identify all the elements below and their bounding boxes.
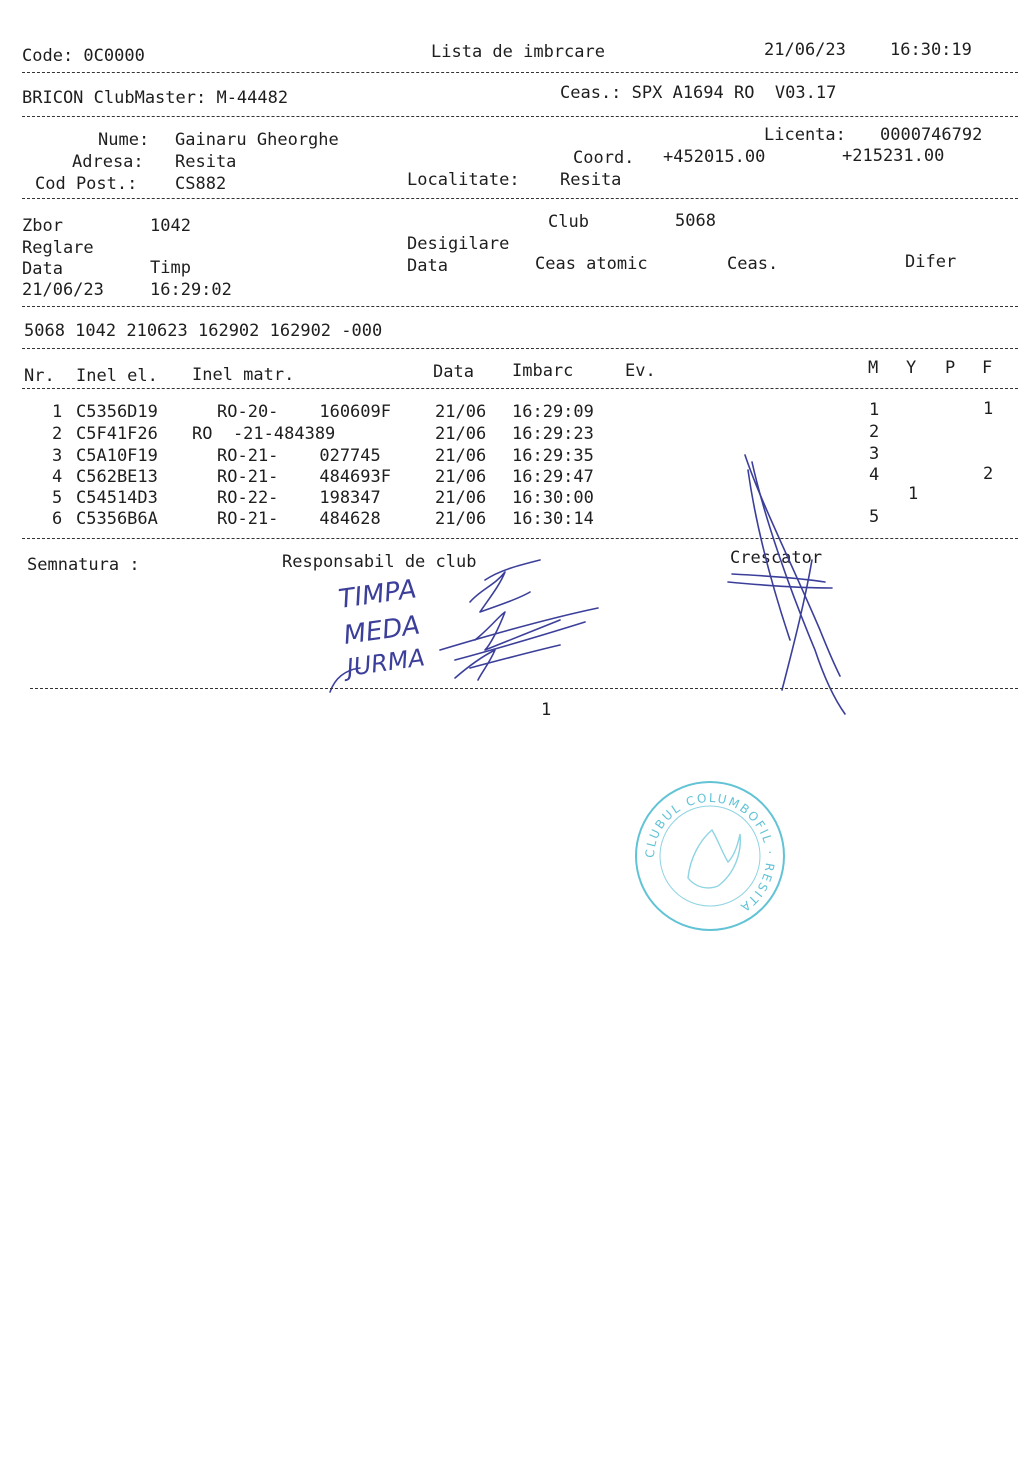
- row-inel-el: C5356D19: [76, 402, 158, 422]
- row-m: 2: [869, 422, 880, 442]
- row-time: 16:29:47: [512, 467, 594, 487]
- club-responsible-label: Responsabil de club: [282, 552, 477, 572]
- row-m: 1: [869, 400, 880, 420]
- breeder-label: Crescator: [730, 548, 823, 568]
- document-title: Lista de imbrcare: [431, 42, 605, 62]
- coord-latitude: +452015.00: [663, 147, 766, 167]
- row-date: 21/06: [435, 509, 487, 529]
- locality-label: Localitate:: [407, 170, 520, 190]
- coord-longitude: +215231.00: [842, 146, 945, 166]
- software-label: BRICON ClubMaster: M-44482: [22, 88, 289, 108]
- zbor-label: Zbor: [22, 216, 63, 236]
- row-date: 21/06: [435, 446, 487, 466]
- club-stamp: [630, 778, 790, 938]
- col-header-nr: Nr.: [24, 366, 55, 386]
- row-m: 4: [869, 465, 880, 485]
- col-header-inel-matr: Inel matr.: [192, 365, 295, 385]
- row-inel-matr: RO-21- 027745: [217, 446, 381, 466]
- divider: [30, 688, 1018, 689]
- row-inel-matr: RO-21- 484693F: [217, 467, 391, 487]
- summary-line: 5068 1042 210623 162902 162902 -000: [24, 321, 383, 341]
- row-nr: 6: [52, 509, 63, 529]
- row-date: 21/06: [435, 488, 487, 508]
- postcode-label: Cod Post.:: [35, 174, 138, 194]
- row-inel-el: C54514D3: [76, 488, 158, 508]
- row-inel-el: C5356B6A: [76, 509, 158, 529]
- handwritten-name: TIMPA: [336, 574, 419, 615]
- row-time: 16:29:35: [512, 446, 594, 466]
- col-header-inel-el: Inel el.: [76, 366, 158, 386]
- reglare-time: 16:29:02: [150, 280, 232, 300]
- row-f: 1: [983, 399, 994, 419]
- header-time: 16:30:19: [890, 40, 972, 60]
- header-date: 21/06/23: [764, 40, 846, 60]
- col-header-imbarc: Imbarc: [512, 361, 574, 381]
- col-header-data: Data: [433, 362, 474, 382]
- row-inel-matr: RO -21-484389: [192, 424, 336, 444]
- coord-label: Coord.: [573, 148, 635, 168]
- row-time: 16:29:09: [512, 402, 594, 422]
- license-label: Licenta:: [764, 125, 846, 145]
- club-number: 5068: [675, 211, 716, 231]
- data-label: Data: [22, 259, 63, 279]
- row-inel-matr: RO-22- 198347: [217, 488, 381, 508]
- row-date: 21/06: [435, 467, 487, 487]
- ceas-atomic-label: Ceas atomic: [535, 254, 648, 274]
- row-date: 21/06: [435, 424, 487, 444]
- row-inel-matr: RO-20- 160609F: [217, 402, 391, 422]
- col-header-p: P: [945, 358, 956, 378]
- ceas-label: Ceas.: [727, 254, 779, 274]
- row-nr: 1: [52, 402, 63, 422]
- row-inel-el: C562BE13: [76, 467, 158, 487]
- row-y: 1: [908, 484, 919, 504]
- locality: Resita: [560, 170, 622, 190]
- timp-label: Timp: [150, 258, 191, 278]
- owner-name-label: Nume:: [98, 130, 150, 150]
- reglare-label: Reglare: [22, 238, 94, 258]
- row-nr: 5: [52, 488, 63, 508]
- signature-label: Semnatura :: [27, 555, 140, 575]
- handwritten-name: MEDA: [341, 610, 422, 651]
- zbor-number: 1042: [150, 216, 191, 236]
- desigilare-data-label: Data: [407, 256, 448, 276]
- row-m: 5: [869, 507, 880, 527]
- row-m: 3: [869, 444, 880, 464]
- stamp-text: CLUBUL COLUMBOFIL · RESITA: [642, 790, 778, 916]
- row-time: 16:29:23: [512, 424, 594, 444]
- row-inel-el: C5F41F26: [76, 424, 158, 444]
- col-header-f: F: [982, 358, 993, 378]
- owner-address: Resita: [175, 152, 237, 172]
- desigilare-label: Desigilare: [407, 234, 510, 254]
- owner-name: Gainaru Gheorghe: [175, 130, 339, 150]
- clock-label: Ceas.: SPX A1694 RO V03.17: [560, 83, 837, 103]
- row-time: 16:30:00: [512, 488, 594, 508]
- license-number: 0000746792: [880, 125, 983, 145]
- postcode: CS882: [175, 174, 227, 194]
- reglare-date: 21/06/23: [22, 280, 104, 300]
- club-label: Club: [548, 212, 589, 232]
- row-nr: 4: [52, 467, 63, 487]
- difer-label: Difer: [905, 252, 957, 272]
- col-header-m: M: [868, 358, 879, 378]
- row-date: 21/06: [435, 402, 487, 422]
- code-label: Code: 0C0000: [22, 46, 145, 66]
- row-inel-el: C5A10F19: [76, 446, 158, 466]
- col-header-ev: Ev.: [625, 361, 656, 381]
- page-number: 1: [541, 700, 552, 720]
- owner-address-label: Adresa:: [72, 152, 144, 172]
- row-time: 16:30:14: [512, 509, 594, 529]
- col-header-y: Y: [906, 358, 917, 378]
- row-nr: 2: [52, 424, 63, 444]
- handwritten-name: JURMA: [344, 643, 427, 682]
- row-inel-matr: RO-21- 484628: [217, 509, 381, 529]
- row-f: 2: [983, 464, 994, 484]
- row-nr: 3: [52, 446, 63, 466]
